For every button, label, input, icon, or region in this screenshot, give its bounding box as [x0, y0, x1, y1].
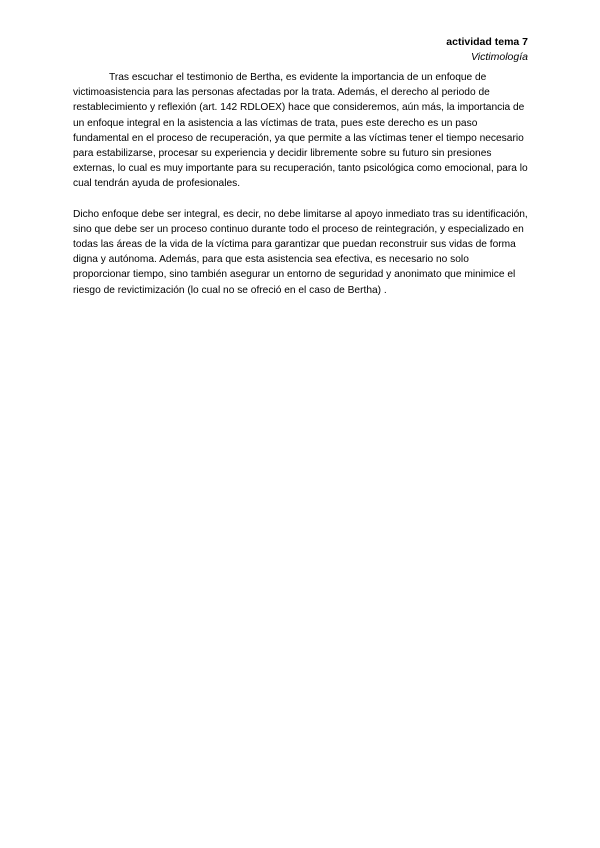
paragraph-2: Dicho enfoque debe ser integral, es decir, no debe limitarse al apoyo inmediato tras su identificación, sino que debe ser un proceso continuo durante todo el proceso de reintegración, y especializado en todas las áreas de la vida de la víctima para garantizar que puedan reconstruir sus vidas de forma digna y autónoma. Además, para que esta asistencia sea efectiva, es necesario no solo proporcionar tiempo, sino también asegurar un entorno de seguridad y anonimato que minimice el riesgo de revictimización (lo cual no se ofreció en el caso de Bertha) .: [73, 208, 528, 296]
subject-name: Victimología: [470, 51, 528, 63]
paragraph-1: Tras escuchar el testimonio de Bertha, es evidente la importancia de un enfoque de victimoasistencia para las personas afectadas por la trata. Además, el derecho al periodo de restablecimiento y reflexión (art. 142 RDLOEX) hace que consideremos, aún más, la importancia de un enfoque integral en la asistencia a las víctimas de trata, pues este derecho es un paso fundamental en el proceso de recuperación, ya que permite a las víctimas tener el tiempo necesario para estabilizarse, procesar su experiencia y decidir libremente sobre su futuro sin presiones externas, lo cual es muy importante para su recuperación, tanto psicológica como emocional, para lo cual tendrán ayuda de profesionales.: [73, 72, 528, 190]
page-header: [446, 35, 528, 65]
document-title: actividad tema 7: [446, 36, 528, 48]
document-body: [73, 70, 528, 313]
